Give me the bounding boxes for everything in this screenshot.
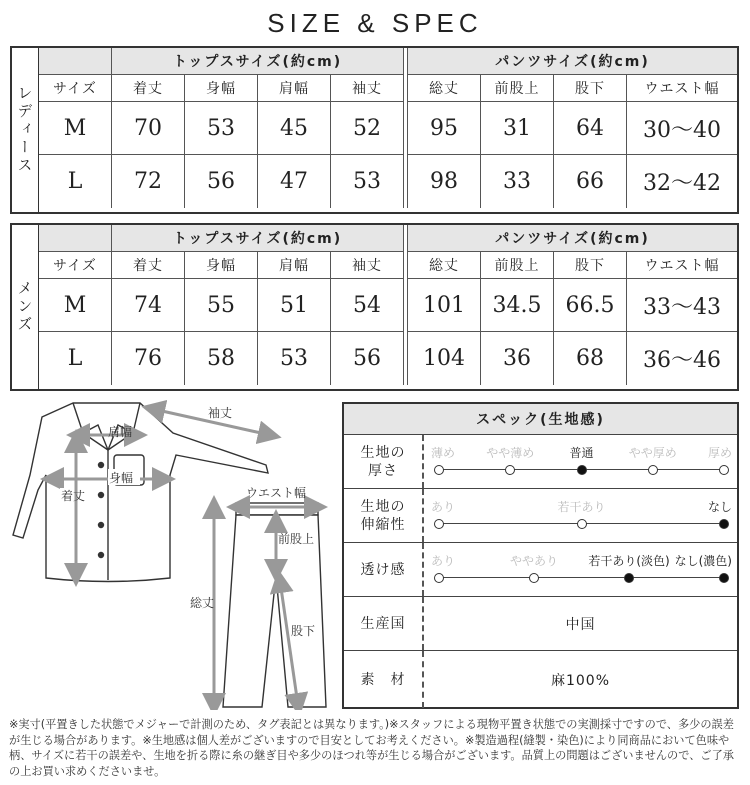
mens-column-header: 総丈 — [408, 252, 481, 279]
ladies-column-header: 袖丈 — [331, 75, 404, 102]
stretch-scale-label: あり — [431, 500, 456, 514]
stretch-scale-point — [577, 519, 587, 529]
ladies-value-cell: 33 — [481, 155, 554, 208]
mens-value-cell: 55 — [185, 279, 258, 332]
mens-value-cell: 36〜46 — [643, 348, 721, 373]
ladies-value-cell: 45 — [258, 102, 331, 155]
ladies-column-header: 前股上 — [481, 75, 554, 102]
ladies-grid — [39, 48, 737, 212]
mens-tops-header: トップスサイズ(約cm) — [112, 225, 404, 252]
mens-side-label: メンズ — [12, 225, 39, 389]
material-label: 素 材 — [344, 651, 424, 708]
mens-column-header: 前股上 — [481, 252, 554, 279]
spec-row-material — [344, 651, 737, 708]
thickness-scale-label: 厚め — [707, 446, 732, 460]
mens-column-header: サイズ — [39, 252, 112, 279]
mens-size-table — [10, 223, 739, 391]
mens-column-header: 股下 — [554, 252, 627, 279]
sheer-scale-point — [719, 573, 729, 583]
stretch-scale-label: 若干あり — [557, 500, 606, 514]
measurement-diagram — [8, 395, 338, 710]
sleeve-length-label: 袖丈 — [208, 406, 233, 420]
sheer-scale-label: あり — [431, 554, 456, 568]
sheer-scale-point — [434, 573, 444, 583]
sheer-scale-label: ややあり — [509, 554, 559, 568]
mens-column-header: 着丈 — [112, 252, 185, 279]
spec-row-origin — [344, 597, 737, 651]
spec-row-thickness — [344, 435, 737, 489]
ladies-tops-header: トップスサイズ(約cm) — [112, 48, 404, 75]
ladies-size-cell: L — [39, 155, 112, 208]
body-width-label: 身幅 — [109, 471, 134, 485]
ladies-column-header: 着丈 — [112, 75, 185, 102]
ladies-value-cell: 52 — [331, 102, 404, 155]
mens-value-cell: 74 — [112, 279, 185, 332]
mens-pants-header: パンツサイズ(約cm) — [408, 225, 737, 252]
thickness-scale-point — [719, 465, 729, 475]
ladies-side-label: レディース — [12, 48, 39, 212]
mens-value-cell: 54 — [331, 279, 404, 332]
mens-value-cell: 101 — [408, 279, 481, 332]
footnote: ※実寸(平置きした状態でメジャーで計測のため、タグ表記とは異なります。)※スタッフによる現物平置き状態での実測採寸ですので、多少の誤差が生じる場合があります。※生地感は個人差がございますので目安としてお考えください。※製造過程(縫製・染色)により同商品において色味や柄、サイズに若干の誤差や、生地を折る際に糸の継ぎ目や多少のほつれ等が生じる場合がございます。品質上の問題はございませんので、ご了承の上お買い求めくださいませ。 — [9, 718, 734, 778]
ladies-value-cell: 31 — [481, 102, 554, 155]
mens-value-cell: 58 — [185, 332, 258, 385]
spec-table — [342, 402, 739, 709]
shirt-illustration — [13, 403, 268, 582]
total-length-label: 総丈 — [190, 596, 215, 610]
mens-value-cell: 53 — [258, 332, 331, 385]
thickness-scale-label: 薄め — [431, 446, 456, 460]
ladies-value-cell: 53 — [331, 155, 404, 208]
thickness-scale-label: やや薄め — [486, 446, 535, 460]
waist-label: ウエスト幅 — [246, 486, 307, 500]
stretch-scale-point — [719, 519, 729, 529]
ladies-value-cell: 95 — [408, 102, 481, 155]
mens-size-cell: L — [39, 332, 112, 385]
ladies-value-cell: 66 — [554, 155, 627, 208]
thickness-scale-point — [577, 465, 587, 475]
thickness-scale-point — [648, 465, 658, 475]
mens-size-cell: M — [39, 279, 112, 332]
shoulder-width-label: 肩幅 — [108, 425, 133, 439]
thickness-scale-label: やや厚め — [628, 446, 677, 460]
ladies-pants-header: パンツサイズ(約cm) — [408, 48, 737, 75]
ladies-value-cell: 53 — [185, 102, 258, 155]
ladies-value-cell: 70 — [112, 102, 185, 155]
ladies-corner-cell — [39, 48, 112, 75]
ladies-column-header: 肩幅 — [258, 75, 331, 102]
ladies-value-cell: 72 — [112, 155, 185, 208]
thickness-scale — [424, 435, 737, 488]
mens-column-header: ウエスト幅 — [627, 252, 737, 279]
origin-value: 中国 — [565, 616, 596, 633]
sheer-scale-label: なし(濃色) — [674, 554, 732, 568]
ladies-size-table — [10, 46, 739, 214]
mens-value-cell: 76 — [112, 332, 185, 385]
origin-label: 生産国 — [344, 597, 424, 650]
mens-value-cell: 68 — [554, 332, 627, 385]
mens-grid — [39, 225, 737, 389]
ladies-value-cell: 98 — [408, 155, 481, 208]
spec-row-sheer — [344, 543, 737, 597]
ladies-size-cell: M — [39, 102, 112, 155]
mens-value-cell: 104 — [408, 332, 481, 385]
thickness-scale-point — [434, 465, 444, 475]
ladies-value-cell: 30〜40 — [627, 102, 737, 155]
ladies-column-header: 股下 — [554, 75, 627, 102]
ladies-value-cell: 47 — [258, 155, 331, 208]
sheer-scale-label: 若干あり(淡色) — [588, 554, 670, 568]
sheer-label: 透け感 — [344, 543, 424, 596]
mens-value-cell: 51 — [258, 279, 331, 332]
mens-column-header: 袖丈 — [331, 252, 404, 279]
sheer-scale — [424, 543, 737, 596]
mens-value-cell: 56 — [331, 332, 404, 385]
spec-header: スペック(生地感) — [344, 404, 737, 435]
sheer-scale-point — [529, 573, 539, 583]
stretch-scale-point — [434, 519, 444, 529]
stretch-scale — [424, 489, 737, 542]
thickness-scale-label: 普通 — [569, 446, 594, 460]
stretch-label: 生地の 伸縮性 — [344, 489, 424, 542]
material-value: 麻100% — [550, 672, 611, 689]
ladies-column-header: 身幅 — [185, 75, 258, 102]
ladies-value-cell: 56 — [185, 155, 258, 208]
ladies-column-header: サイズ — [39, 75, 112, 102]
inseam-label: 股下 — [291, 624, 316, 638]
ladies-value-cell: 32〜42 — [643, 171, 721, 196]
ladies-value-cell: 64 — [554, 102, 627, 155]
front-rise-label: 前股上 — [278, 532, 315, 546]
ladies-column-header: ウエスト幅 — [627, 75, 737, 102]
mens-value-cell: 66.5 — [554, 279, 627, 332]
mens-value-cell: 33〜43 — [627, 279, 737, 332]
spec-row-stretch — [344, 489, 737, 543]
page-title: SIZE & SPEC — [267, 8, 483, 38]
thickness-scale-point — [505, 465, 515, 475]
stretch-scale-label: なし — [707, 500, 732, 514]
mens-column-header: 身幅 — [185, 252, 258, 279]
mens-corner-cell — [39, 225, 112, 252]
mens-value-cell: 36 — [481, 332, 554, 385]
mens-column-header: 肩幅 — [258, 252, 331, 279]
ladies-column-header: 総丈 — [408, 75, 481, 102]
sheer-scale-point — [624, 573, 634, 583]
mens-value-cell: 34.5 — [481, 279, 554, 332]
length-label: 着丈 — [61, 489, 86, 503]
thickness-label: 生地の 厚さ — [344, 435, 424, 488]
